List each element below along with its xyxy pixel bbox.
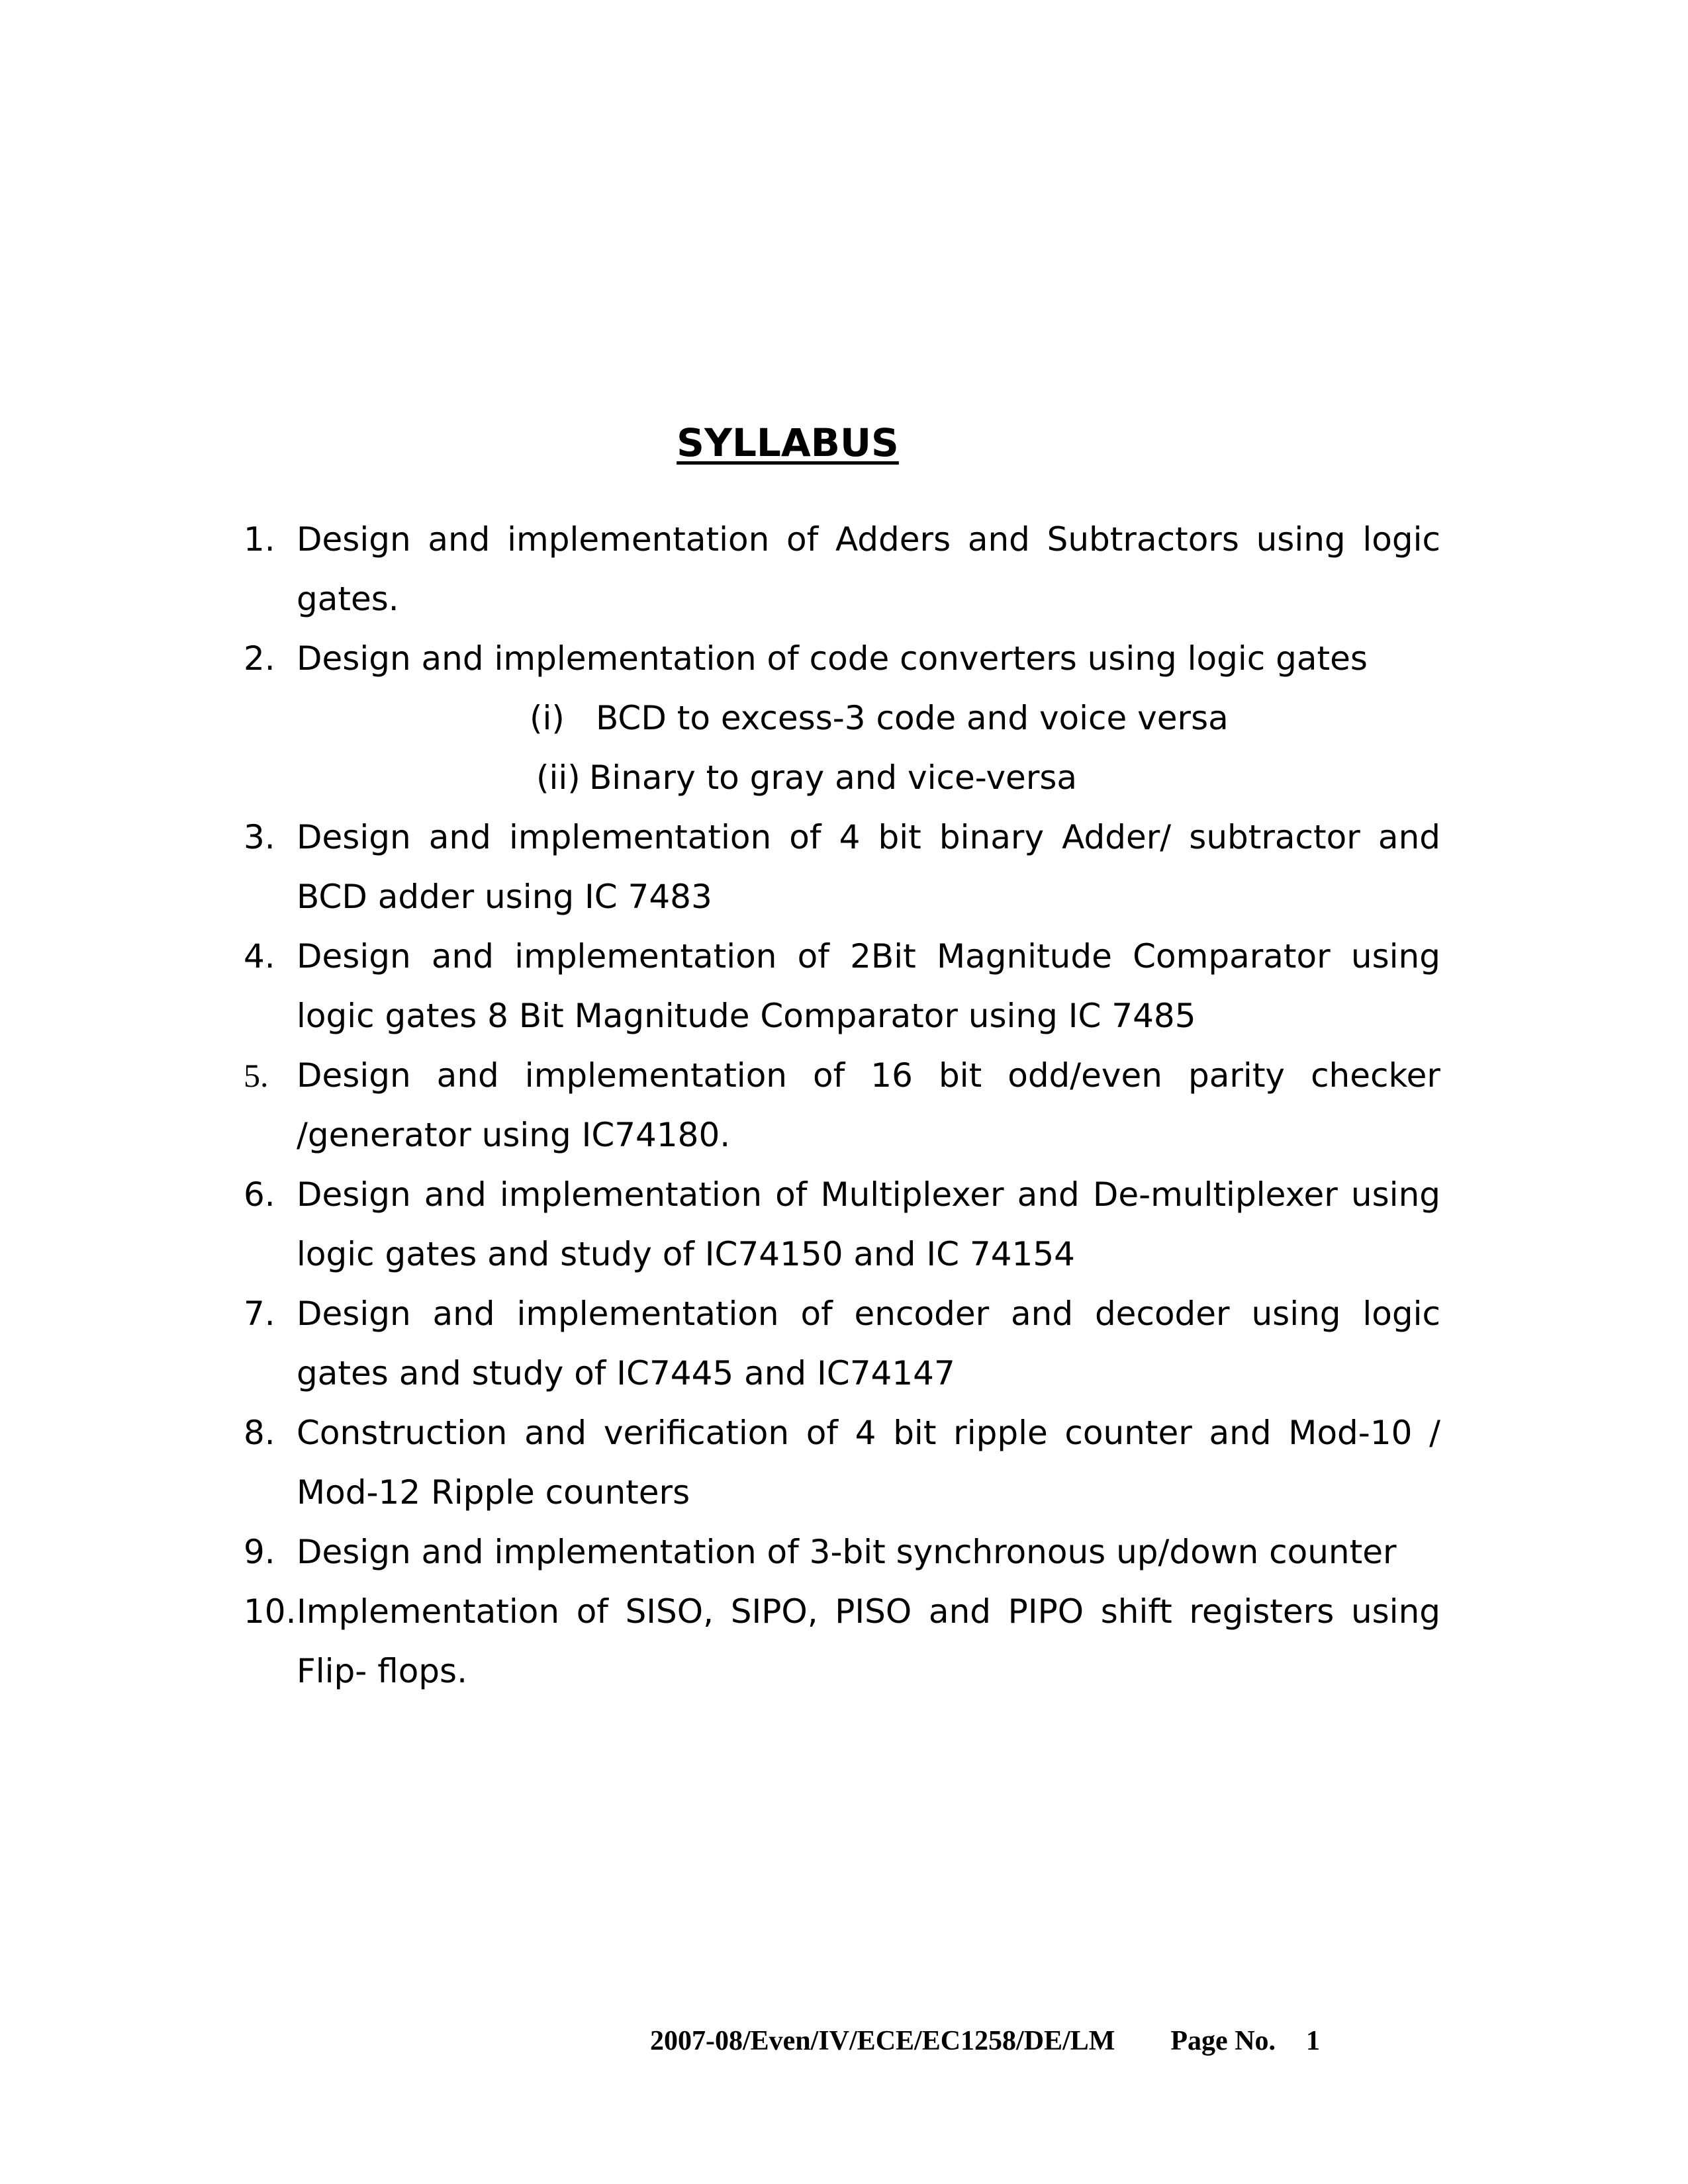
list-item	[244, 1582, 1440, 1701]
item-text: Implementation of SISO, SIPO, PISO and PIPO shift registers using Flip- flops.	[297, 1592, 1440, 1690]
list-item	[244, 1046, 1440, 1165]
sub-item-text: BCD to excess-3 code and voice versa	[596, 699, 1229, 737]
item-number: 2.	[244, 639, 275, 678]
list-item	[244, 1522, 1440, 1582]
list-item	[244, 1284, 1440, 1403]
item-number: 6.	[244, 1175, 275, 1214]
item-text: Design and implementation of 4 bit binary Adder/ subtractor and BCD adder using IC 7483	[297, 818, 1440, 916]
item-text: Design and implementation of code converters using logic gates	[297, 639, 1368, 678]
list-item	[244, 1403, 1440, 1522]
list-item	[244, 510, 1440, 629]
item-text: Design and implementation of 3-bit synchronous up/down counter	[297, 1533, 1397, 1571]
item-text: Design and implementation of encoder and decoder using logic gates and study of IC7445 and IC74147	[297, 1295, 1440, 1392]
item-text: Design and implementation of 2Bit Magnitude Comparator using logic gates 8 Bit Magnitude Comparator using IC 7485	[297, 937, 1440, 1035]
item-number: 3.	[244, 818, 275, 856]
item-number: 9.	[244, 1533, 275, 1571]
item-number: 8.	[244, 1414, 275, 1452]
list-item	[244, 629, 1440, 688]
item-number: 7.	[244, 1295, 275, 1333]
list-item	[244, 1165, 1440, 1284]
sub-item-number: (ii)	[536, 758, 581, 797]
item-text: Construction and verification of 4 bit ripple counter and Mod-10 / Mod-12 Ripple counters	[297, 1414, 1440, 1512]
page-footer	[650, 2025, 1320, 2057]
item-text: Design and implementation of Adders and Subtractors using logic gates.	[297, 520, 1440, 618]
item-text: Design and implementation of Multiplexer and De-multiplexer using logic gates and study of IC74150 and IC 74154	[297, 1175, 1440, 1273]
list-item	[244, 927, 1440, 1046]
document-code: 2007-08/Even/IV/ECE/EC1258/DE/LM	[650, 2026, 1115, 2056]
item-number: 5.	[244, 1057, 269, 1094]
list-item	[244, 807, 1440, 927]
sub-item-text: Binary to gray and vice-versa	[589, 758, 1078, 797]
page-title: SYLLABUS	[677, 420, 899, 465]
page-label: Page No.	[1170, 2026, 1276, 2056]
item-number: 1.	[244, 520, 275, 559]
sub-list-item	[536, 748, 1397, 807]
sub-list-item	[530, 688, 1390, 748]
item-number: 10.	[244, 1592, 297, 1631]
sub-item-number: (i)	[530, 699, 565, 737]
item-text: Design and implementation of 16 bit odd/even parity checker /generator using IC74180.	[297, 1056, 1440, 1154]
page-number: 1	[1306, 2026, 1321, 2056]
syllabus-list	[244, 510, 1440, 1701]
item-number: 4.	[244, 937, 275, 976]
